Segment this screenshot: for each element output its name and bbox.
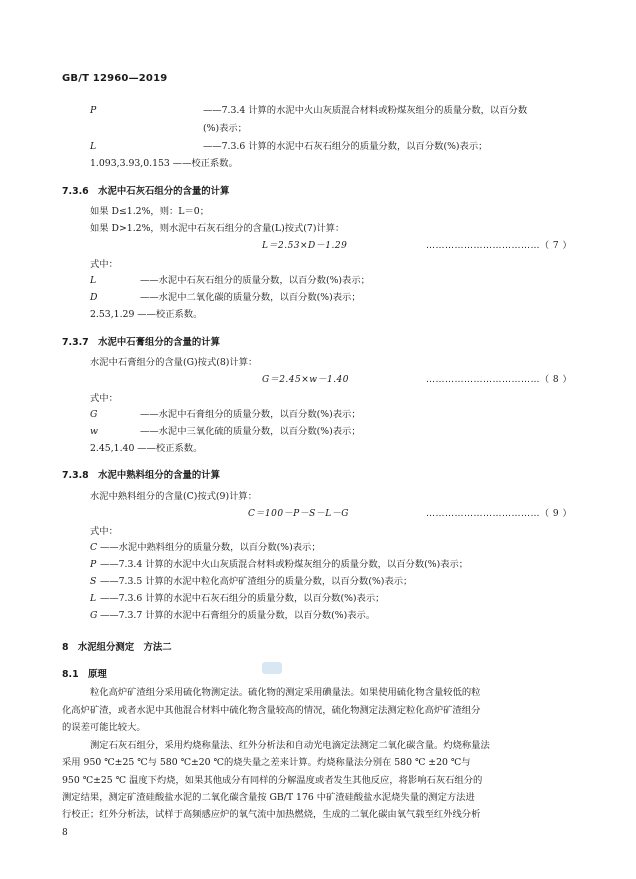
s738-def-symbol-l: L bbox=[90, 593, 97, 604]
formula-8: G＝2.45×w－1.40 bbox=[262, 375, 350, 385]
equation-number-8: ………………………………（ 8 ） bbox=[426, 375, 572, 385]
s736-where: 式中： bbox=[90, 259, 118, 270]
section-7-3-6-heading: 7.3.6 水泥中石灰石组分的含量的计算 bbox=[62, 186, 230, 197]
s736-line2: 如果 D>1.2%，则水泥中石灰石组分的含量(L)按式(7)计算： bbox=[90, 223, 345, 234]
para1-line3: 的误差可能比较大。 bbox=[62, 722, 146, 733]
section-8-1-heading: 8.1 原理 bbox=[62, 669, 107, 680]
s736-def-symbol-d: D bbox=[90, 292, 98, 303]
s737-def-symbol-g: G bbox=[90, 409, 98, 420]
para2-line3: 950 ℃±25 ℃ 温度下灼烧，如果其他成分有同样的分解温度或者发生其他反应，将影响石灰石组分的 bbox=[62, 775, 483, 786]
s738-intro: 水泥中熟料组分的含量(C)按式(9)计算： bbox=[90, 491, 257, 502]
formula-7: L＝2.53×D－1.29 bbox=[262, 241, 348, 251]
para2-line2: 采用 950 ℃±25 ℃与 580 ℃±20 ℃的烧失量之差来计算。灼烧称量法分别在 580 ℃ ±20 ℃与 bbox=[62, 757, 471, 768]
formula-9: C＝100－P－S－L－G bbox=[248, 509, 349, 519]
s738-def-symbol-p: P bbox=[90, 559, 97, 570]
para1-line1: 粒化高炉矿渣组分采用硫化物测定法。硫化物的测定采用碘量法。如果使用硫化物含量较低的粒 bbox=[90, 687, 481, 698]
s736-def-symbol-l: L bbox=[90, 275, 97, 286]
s736-def-text-d: ——水泥中二氧化碳的质量分数，以百分数(%)表示； bbox=[140, 292, 361, 303]
s738-def-text-p: ——7.3.4 计算的水泥中火山灰质混合材料或粉煤灰组分的质量分数，以百分数(%)表示； bbox=[100, 559, 469, 570]
s737-def-text-g: ——水泥中石膏组分的质量分数，以百分数(%)表示； bbox=[140, 409, 361, 420]
section-7-3-7-heading: 7.3.7 水泥中石膏组分的含量的计算 bbox=[62, 337, 220, 348]
s736-line1: 如果 D≤1.2%，则：L＝0； bbox=[90, 206, 209, 217]
def-symbol-p: P bbox=[90, 105, 97, 116]
s738-def-text-c: ——水泥中熟料组分的质量分数，以百分数(%)表示； bbox=[100, 542, 321, 553]
page-number: 8 bbox=[62, 828, 68, 838]
s736-def-text-l: ——水泥中石灰石组分的质量分数，以百分数(%)表示； bbox=[140, 275, 370, 286]
def-text-p-cont: (%)表示； bbox=[203, 123, 247, 134]
equation-number-7: ………………………………（ 7 ） bbox=[426, 241, 572, 251]
section-7-3-8-heading: 7.3.8 水泥中熟料组分的含量的计算 bbox=[62, 470, 220, 481]
para2-line4: 测定结果，测定矿渣硅酸盐水泥的二氧化碳含量按 GB/T 176 中矿渣硅酸盐水泥烧失量的测定方法进 bbox=[62, 792, 475, 803]
s737-coef: 2.45,1.40 ——校正系数。 bbox=[90, 443, 203, 454]
s738-def-text-g: ——7.3.7 计算的水泥中石膏组分的质量分数，以百分数(%)表示。 bbox=[100, 610, 376, 621]
section-8-heading: 8 水泥组分测定 方法二 bbox=[62, 642, 172, 653]
s737-intro: 水泥中石膏组分的含量(G)按式(8)计算： bbox=[90, 357, 258, 368]
def-symbol-l: L bbox=[90, 141, 97, 152]
s737-def-symbol-w: w bbox=[90, 426, 98, 437]
equation-number-9: ………………………………（ 9 ） bbox=[426, 509, 572, 519]
def-text-p: ——7.3.4 计算的水泥中火山灰质混合材料或粉煤灰组分的质量分数，以百分数 bbox=[203, 105, 528, 116]
para2-line1: 测定石灰石组分，采用灼烧称量法、红外分析法和自动光电滴定法测定二氧化碳含量。灼烧称量法 bbox=[90, 740, 490, 751]
para1-line2: 化高炉矿渣，或者水泥中其他混合材料中硫化物含量较高的情况，硫化物测定法测定粒化高炉矿渣组分 bbox=[62, 705, 481, 716]
s737-def-text-w: ——水泥中三氧化硫的质量分数，以百分数(%)表示； bbox=[140, 426, 361, 437]
s738-where: 式中： bbox=[90, 526, 118, 537]
s738-def-text-l: ——7.3.6 计算的水泥中石灰石组分的质量分数，以百分数(%)表示； bbox=[100, 593, 385, 604]
s738-def-symbol-c: C bbox=[90, 542, 98, 553]
s738-def-symbol-g: G bbox=[90, 610, 98, 621]
def-text-l: ——7.3.6 计算的水泥中石灰石组分的质量分数，以百分数(%)表示； bbox=[203, 141, 488, 152]
s737-where: 式中： bbox=[90, 393, 118, 404]
s736-coef: 2.53,1.29 ——校正系数。 bbox=[90, 309, 203, 320]
watermark-logo-icon bbox=[262, 662, 282, 674]
standard-code: GB/T 12960—2019 bbox=[62, 73, 168, 84]
para2-line5: 行校正；红外分析法，试样于高频感应炉的氧气流中加热燃烧，生成的二氧化碳由氧气载至红外线分析 bbox=[62, 809, 481, 820]
s738-def-symbol-s: S bbox=[90, 576, 97, 587]
s738-def-text-s: ——7.3.5 计算的水泥中粒化高炉矿渣组分的质量分数，以百分数(%)表示； bbox=[100, 576, 413, 587]
coef-line: 1.093,3.93,0.153 ——校正系数。 bbox=[90, 158, 238, 169]
